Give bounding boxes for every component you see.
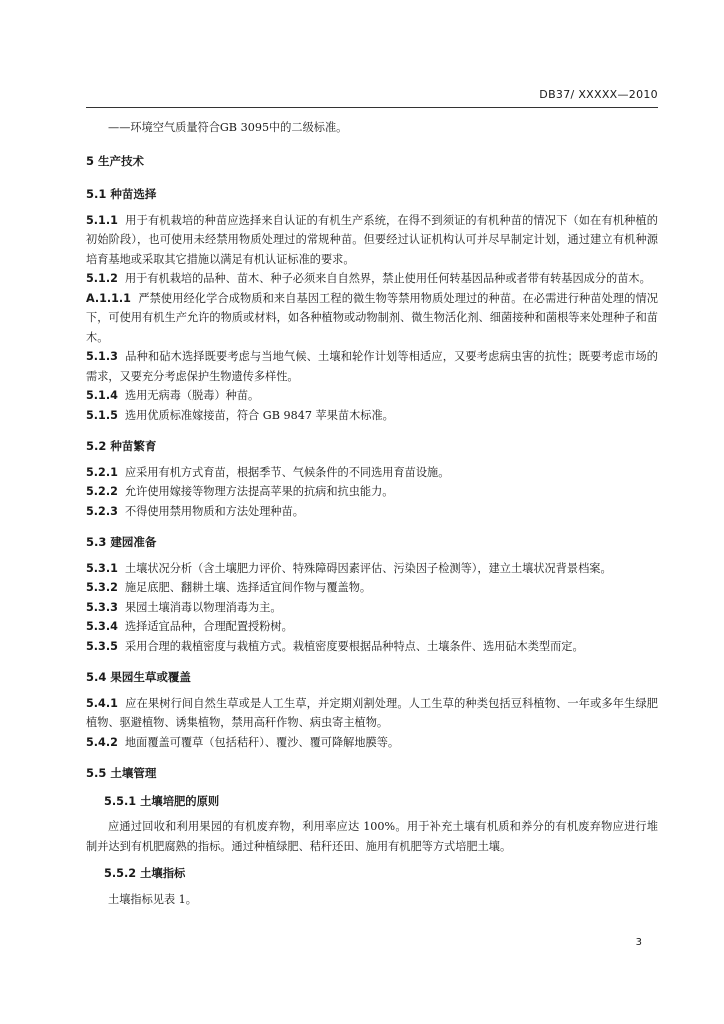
clause-text: 允许使用嫁接等物理方法提高苹果的抗病和抗虫能力。: [124, 485, 394, 498]
clause-number: 5.3.1: [86, 561, 118, 575]
clause-5-4-2: [86, 733, 658, 753]
clause-text: 用于有机栽培的种苗应选择来自认证的有机生产系统，在得不到须证的有机种苗的情况下（如在有机种植的初始阶段），也可使用未经禁用物质处理过的常规种苗。但要经过认证机构认可并尽早制定计划，通过建立有机种源培育基地或采取其它措施以满足有机认证标准的要求。: [86, 213, 658, 266]
clause-5-1-5: [86, 406, 658, 426]
header-rule: [86, 107, 658, 108]
clause-text: 应采用有机方式育苗，根据季节、气候条件的不同选用育苗设施。: [124, 465, 450, 479]
clause-5-2-2: [86, 482, 658, 502]
section-5-5-title: 5.5 土壤管理: [86, 766, 157, 780]
section-5-title: 5 生产技术: [86, 153, 145, 168]
clause-number: 5.1.4: [86, 389, 118, 402]
clause-text: 选用优质标准嫁接苗，符合 GB 9847 苹果苗木标准。: [124, 408, 394, 422]
section-5-5-1-title: 5.5.1 土壤培肥的原则: [104, 794, 220, 808]
clause-text: 果园土壤消毒以物理消毒为主。: [124, 600, 282, 614]
clause-text: 选用无病毒（脱毒）种苗。: [124, 389, 260, 402]
clause-5-3-3: [86, 598, 658, 618]
paragraph-5-5-1: 应通过回收和利用果园的有机废弃物，利用率应达 100%。用于补充土壤有机质和养分的有机废弃物应进行堆制并达到有机肥腐熟的指标。通过种植绿肥、秸秆还田、施用有机肥等方式培肥土壤。: [86, 820, 658, 853]
clause-number: 5.4.2: [86, 735, 118, 749]
section-5-1-title: 5.1 种苗选择: [86, 187, 157, 201]
section-5-2-title: 5.2 种苗繁育: [86, 439, 157, 453]
clause-text: 施足底肥、翻耕土壤、选择适宜间作物与覆盖物。: [124, 581, 372, 594]
clause-number: 5.3.2: [86, 581, 118, 594]
intro-line: ——环境空气质量符合GB 3095中的二级标准。: [108, 121, 348, 134]
clause-text: 应在果树行间自然生草或是人工生草，并定期刈割处理。人工生草的种类包括豆科植物、一年或多年生绿肥植物、驱避植物、诱集植物，禁用高秆作物、病虫寄主植物。: [86, 696, 658, 729]
clause-number: 5.2.1: [86, 465, 118, 479]
clause-5-3-5: [86, 637, 658, 657]
clause-5-4-1: [86, 694, 658, 733]
clause-5-1-2: [86, 269, 658, 289]
clause-text: 品种和砧木选择既要考虑与当地气候、土壤和轮作计划等相适应，又要考虑病虫害的抗性；既要考虑市场的需求，又要充分考虑保护生物遗传多样性。: [86, 350, 658, 383]
page-content: [86, 118, 658, 909]
clause-5-1-3: [86, 347, 658, 386]
clause-5-2-3: [86, 502, 658, 522]
clause-text: 采用合理的栽植密度与栽植方式。栽植密度要根据品种特点、土壤条件、选用砧木类型而定。: [124, 639, 584, 653]
clause-number: 5.4.1: [86, 696, 118, 710]
clause-5-3-1: [86, 559, 658, 579]
clause-text: 不得使用禁用物质和方法处理种苗。: [124, 504, 304, 518]
section-5-5-2-title: 5.5.2 土壤指标: [104, 867, 186, 880]
clause-text: 严禁使用经化学合成物质和来自基因工程的微生物等禁用物质处理过的种苗。在必需进行种苗处理的情况下，可使用有机生产允许的物质或材料，如各种植物或动物制剂、微生物活化剂、细菌接种和菌根等来处理种子和苗木。: [86, 291, 658, 344]
clause-number: 5.3.5: [86, 639, 118, 653]
clause-5-1-1: [86, 211, 658, 270]
clause-text: 土壤状况分析（含土壤肥力评价、特殊障碍因素评估、污染因子检测等），建立土壤状况背景档案。: [124, 561, 612, 575]
document-code: DB37/ XXXXX—2010: [539, 88, 658, 101]
clause-number: 5.1.3: [86, 350, 118, 363]
clause-number: 5.2.3: [86, 504, 118, 518]
clause-5-1-4: [86, 386, 658, 406]
clause-number: 5.1.2: [86, 272, 118, 285]
paragraph-5-5-2: 土壤指标见表 1。: [108, 892, 197, 906]
clause-5-2-1: [86, 463, 658, 483]
clause-a-1-1-1: [86, 289, 658, 348]
clause-5-3-4: [86, 617, 658, 637]
section-5-3-title: 5.3 建园准备: [86, 535, 157, 549]
clause-number: A.1.1.1: [86, 291, 131, 305]
clause-number: 5.3.4: [86, 620, 118, 633]
page-number: 3: [635, 937, 642, 948]
clause-text: 选择适宜品种，合理配置授粉树。: [124, 620, 293, 633]
clause-text: 地面覆盖可覆草（包括秸秆）、覆沙、覆可降解地膜等。: [124, 735, 400, 749]
clause-number: 5.2.2: [86, 485, 118, 498]
clause-text: 用于有机栽培的品种、苗木、种子必须来自自然界，禁止使用任何转基因品种或者带有转基因成分的苗木。: [124, 272, 651, 285]
section-5-4-title: 5.4 果园生草或覆盖: [86, 670, 191, 684]
clause-number: 5.1.1: [86, 213, 118, 227]
clause-number: 5.1.5: [86, 408, 118, 422]
clause-5-3-2: [86, 578, 658, 598]
clause-number: 5.3.3: [86, 600, 118, 614]
